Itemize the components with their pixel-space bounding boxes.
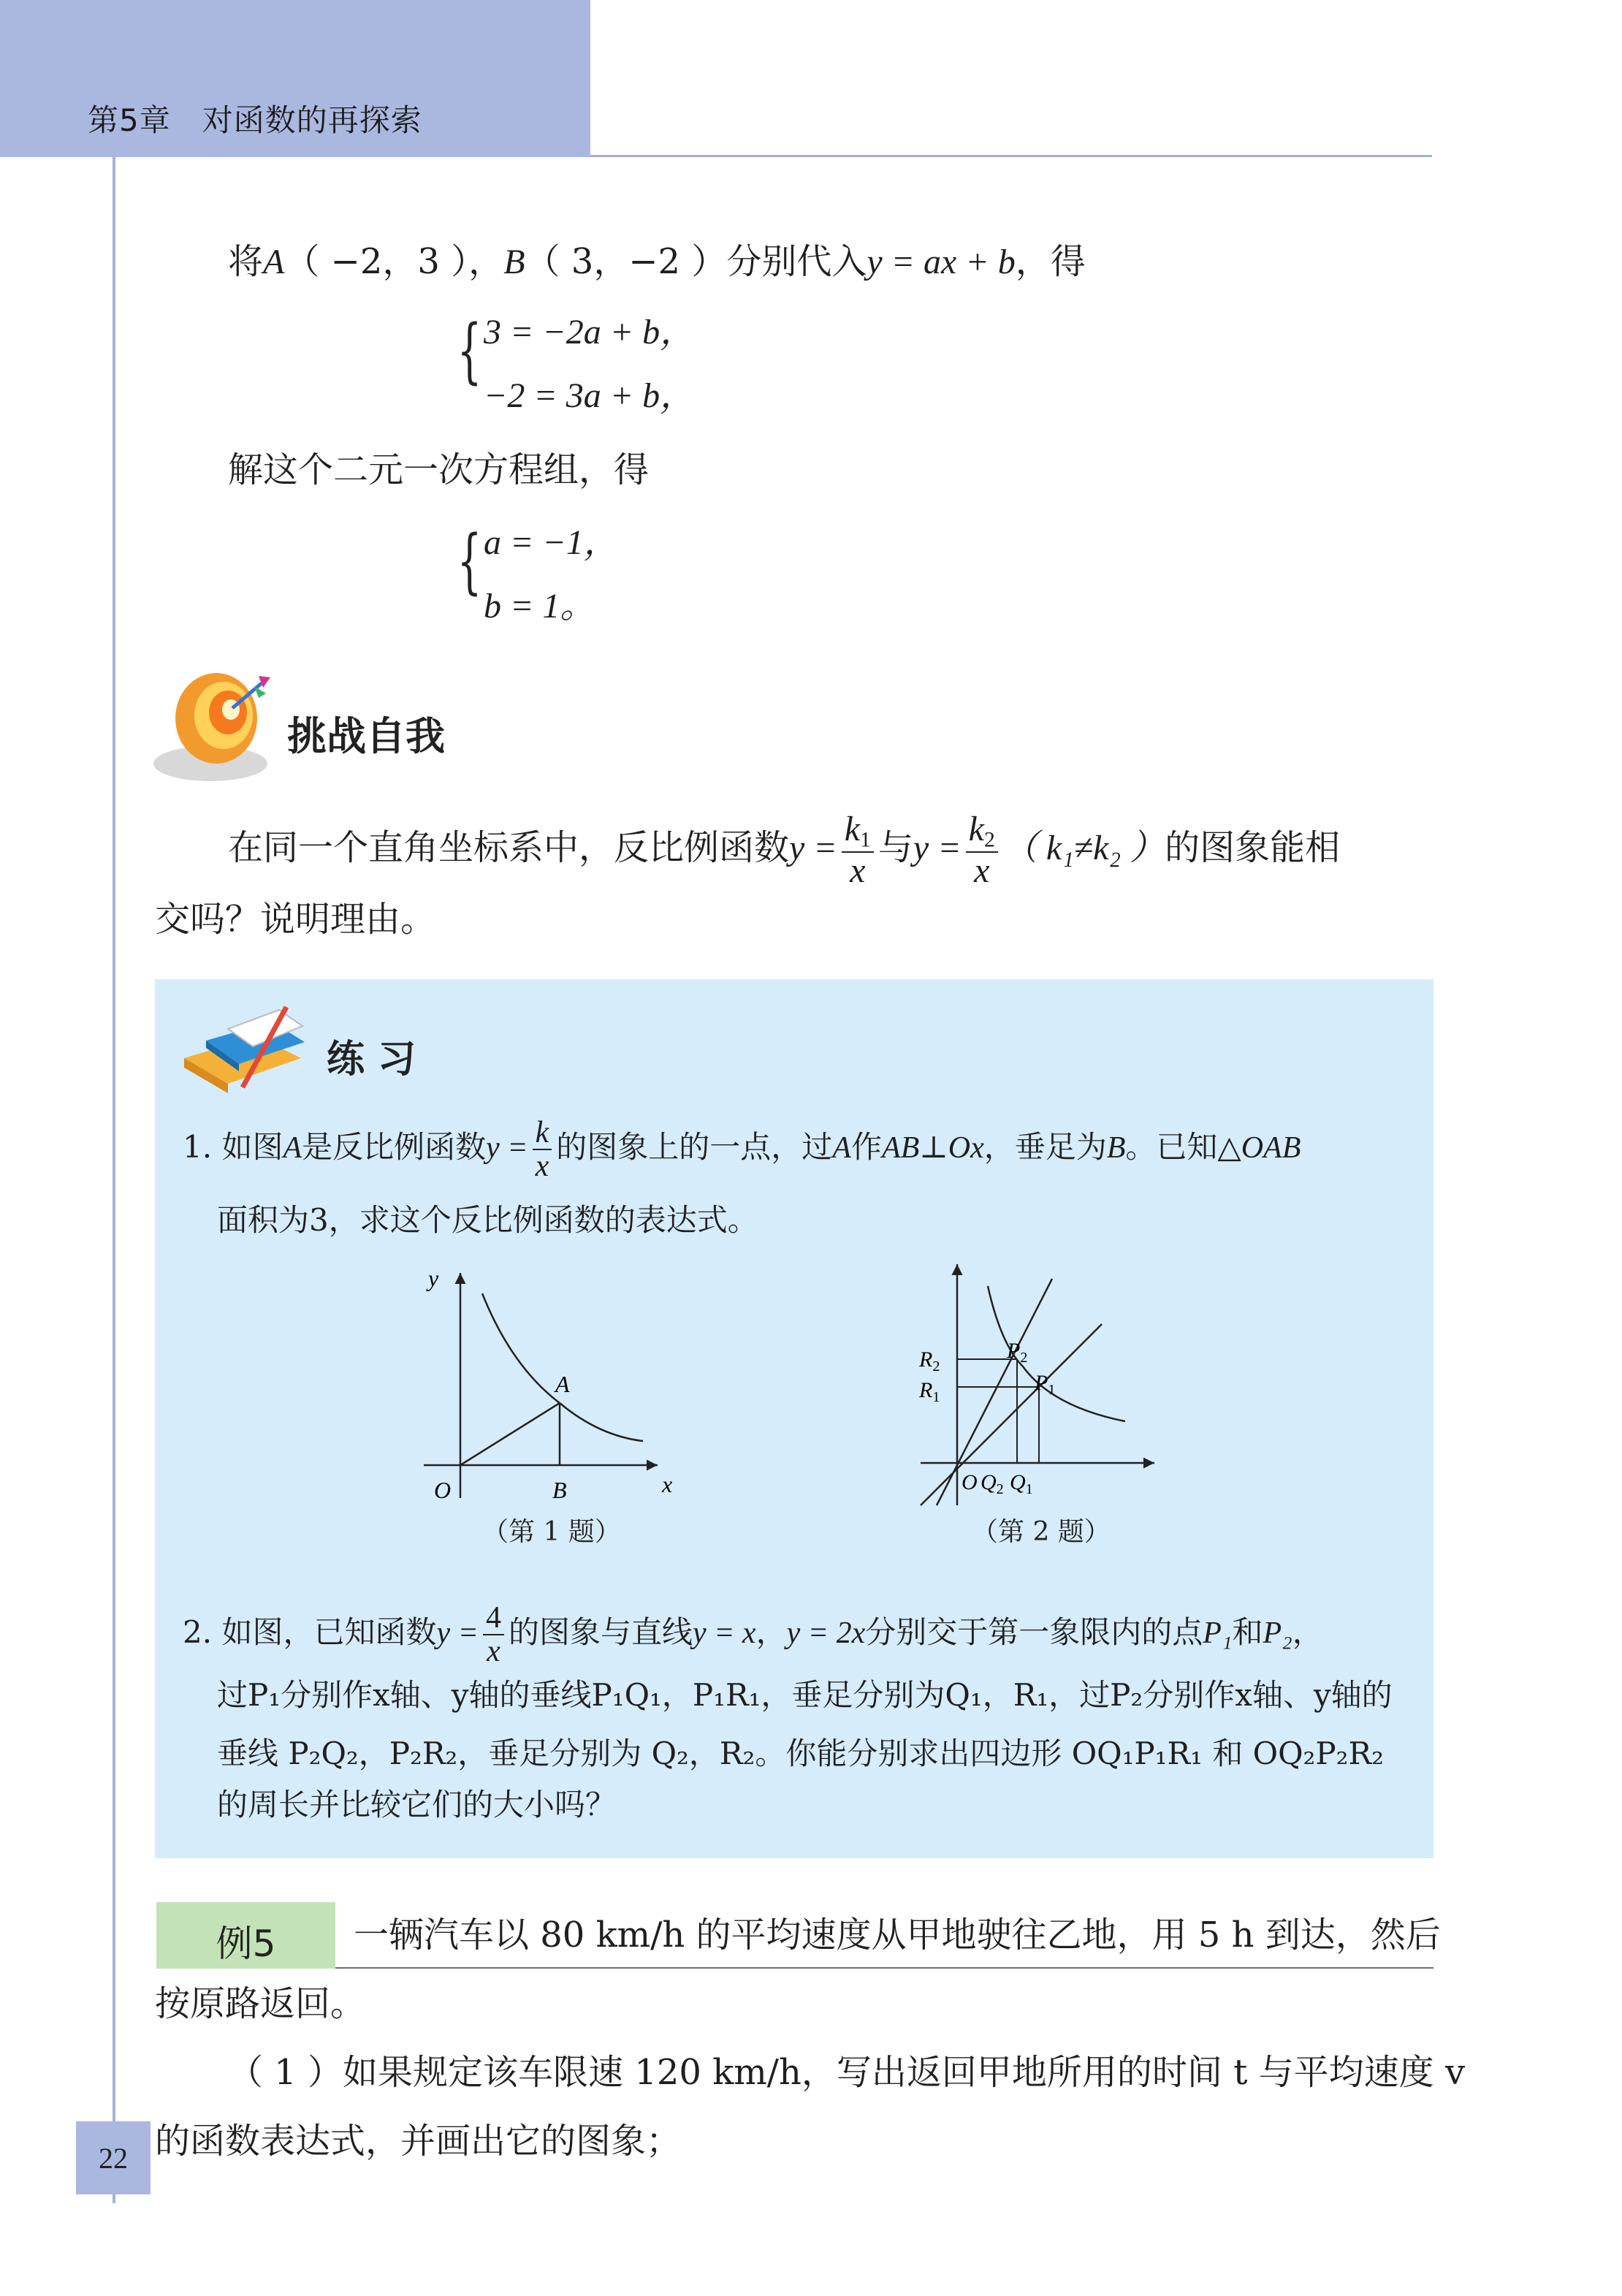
figure-2 — [906, 1257, 1198, 1535]
challenge-title: 挑战自我 — [287, 713, 445, 759]
example-line2: 按原路返回。 — [155, 1983, 366, 2024]
figure-1-caption: （第 1 题） — [482, 1517, 621, 1547]
practice-box — [155, 979, 1433, 1858]
example-underline — [335, 1967, 1433, 1969]
fig1-label-O: O — [434, 1477, 452, 1503]
fraction-k2-x: $\frac{k_2}{x}$ — [966, 811, 998, 889]
fig2-label-R1: $R_1$ — [919, 1378, 940, 1405]
question-2-line2: 过P₁分别作x轴、y轴的垂线P₁Q₁，P₁R₁，垂足分别为Q₁，R₁，过P₂分别作x轴、y轴的 — [217, 1677, 1393, 1713]
fig2-label-O: O — [962, 1470, 978, 1494]
figure-2-caption: （第 2 题） — [972, 1517, 1111, 1547]
system1-eq2: −2 = 3a + b， — [484, 376, 696, 415]
solve-text: 解这个二元一次方程组，得 — [228, 449, 650, 490]
chapter-header — [88, 96, 422, 140]
chapter-number: 第5章 — [88, 102, 171, 138]
example-line1: 一辆汽车以 80 km/h 的平均速度从甲地驶往乙地，用 5 h 到达，然后 — [354, 1915, 1441, 1955]
margin-rule — [113, 157, 115, 2203]
fig2-label-Q2: $Q_2$ — [981, 1470, 1004, 1497]
target-icon — [152, 661, 276, 786]
example-line4: 的函数表达式，并画出它的图象； — [155, 2121, 682, 2162]
system2-eq2: b = 1。 — [484, 587, 595, 626]
fraction-k1-x: $\frac{k_1}{x}$ — [842, 811, 874, 889]
fig1-label-B: B — [552, 1477, 567, 1503]
books-icon — [177, 1000, 308, 1102]
system1-brace: { — [457, 310, 482, 392]
page-number: 22 — [99, 2142, 128, 2175]
fig1-label-x: x — [662, 1471, 673, 1497]
system2-eq1: a = −1， — [484, 523, 619, 562]
chapter-title: 对函数的再探索 — [202, 102, 422, 138]
fig2-label-R2: $R_2$ — [919, 1347, 940, 1375]
practice-title: 练习 — [327, 1038, 430, 1082]
fig1-label-A: A — [555, 1371, 570, 1397]
fraction-4-x: $\frac{4}{x}$ — [483, 1602, 504, 1668]
system2-brace: { — [457, 520, 482, 602]
example-line3: （ 1 ）如果规定该车限速 120 km/h，写出返回甲地所用的时间 t 与平均速度 v — [228, 2052, 1466, 2093]
question-1-line1: 1. 如图A是反比例函数y = $\frac{k}{x}$ 的图象上的一点，过A作AB⊥Ox，垂足为B。已知△OAB — [183, 1116, 1301, 1184]
challenge-line2: 交吗？说明理由。 — [155, 899, 436, 940]
solution-intro: 将A（ −2，3 ），B（ 3，−2 ）分别代入y = ax + b，得 — [228, 241, 1086, 282]
fig2-label-P1: $P_1$ — [1035, 1371, 1056, 1398]
fig2-label-P2: $P_2$ — [1007, 1339, 1028, 1366]
fig1-hyperbola — [482, 1293, 643, 1441]
question-2-line4: 的周长并比较它们的大小吗？ — [217, 1787, 617, 1822]
header-rule — [590, 155, 1432, 157]
fig1-segment-OA — [460, 1403, 560, 1465]
fig1-label-y: y — [428, 1265, 439, 1291]
fig2-label-Q1: $Q_1$ — [1010, 1470, 1033, 1497]
example-label: 例5 — [216, 1923, 276, 1965]
system1-eq1: 3 = −2a + b， — [484, 313, 696, 351]
challenge-line1: 在同一个直角坐标系中，反比例函数y = $\frac{k_1}{x}$ 与y = $\frac{k_2}{x}$ （ k₁≠k₂ ）的图象能相 — [228, 810, 1341, 890]
question-1-line2: 面积为3，求这个反比例函数的表达式。 — [217, 1202, 758, 1238]
question-2-line1: 2. 如图，已知函数y = $\frac{4}{x}$ 的图象与直线y = x，y = 2x分别交于第一象限内的点P₁和P₂， — [183, 1601, 1323, 1669]
fraction-k-x: $\frac{k}{x}$ — [533, 1117, 552, 1182]
question-2-line3: 垂线 P₂Q₂，P₂R₂，垂足分别为 Q₂，R₂。你能分别求出四边形 OQ₁P₁R₁ 和 OQ₂P₂R₂ — [217, 1736, 1384, 1771]
figure-1 — [409, 1257, 701, 1535]
